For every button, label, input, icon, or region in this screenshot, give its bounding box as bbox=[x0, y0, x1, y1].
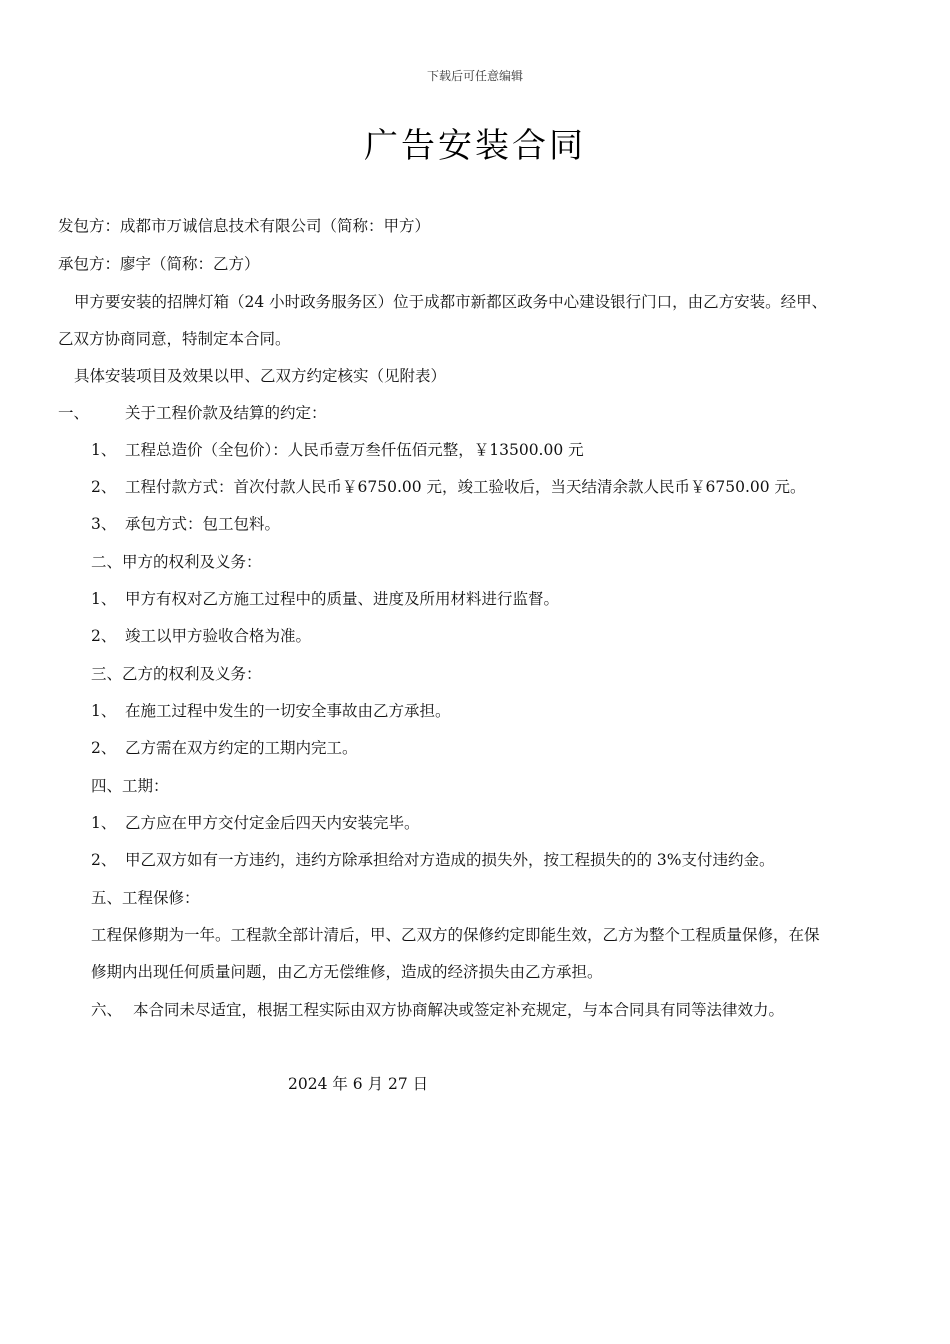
s3-item-1-text: 在施工过程中发生的一切安全事故由乙方承担。 bbox=[125, 702, 451, 720]
s3-item-2-text: 乙方需在双方约定的工期内完工。 bbox=[125, 739, 358, 757]
s4-item-2-text: 甲乙双方如有一方违约，违约方除承担给对方造成的损失外，按工程损失的的 3%支付违约金。 bbox=[125, 851, 775, 869]
s1-item-2-number: 2、 bbox=[91, 478, 117, 496]
party-b-line: 承包方：廖宇（简称：乙方） bbox=[58, 255, 260, 273]
s4-item-1-number: 1、 bbox=[91, 814, 117, 832]
s2-item-2-text: 竣工以甲方验收合格为准。 bbox=[125, 627, 312, 645]
section-6-text: 本合同未尽适宜，根据工程实际由双方协商解决或签定补充规定，与本合同具有同等法律效力。 bbox=[133, 1001, 785, 1019]
section-6-number: 六、 bbox=[91, 1001, 123, 1019]
section-4-heading: 四、工期： bbox=[91, 777, 169, 795]
s1-item-1-text: 工程总造价（全包价）：人民币壹万叁仟伍佰元整，￥13500.00 元 bbox=[125, 441, 584, 459]
s1-item-3-number: 3、 bbox=[91, 515, 117, 533]
party-a-line: 发包方：成都市万诚信息技术有限公司（简称：甲方） bbox=[58, 217, 431, 235]
intro-line-3: 具体安装项目及效果以甲、乙双方约定核实（见附表） bbox=[74, 367, 447, 385]
s1-item-2-text: 工程付款方式：首次付款人民币￥6750.00 元，竣工验收后，当天结清余款人民币￥6750.00 元。 bbox=[125, 478, 806, 496]
s1-item-3-text: 承包方式：包工包料。 bbox=[125, 515, 281, 533]
s3-item-1-number: 1、 bbox=[91, 702, 117, 720]
section-1-number: 一、 bbox=[58, 404, 90, 422]
s3-item-2-number: 2、 bbox=[91, 739, 117, 757]
section-1-heading: 关于工程价款及结算的约定： bbox=[125, 404, 327, 422]
section-5-heading: 五、工程保修： bbox=[91, 889, 200, 907]
s2-item-1-text: 甲方有权对乙方施工过程中的质量、进度及所用材料进行监督。 bbox=[125, 590, 560, 608]
s4-item-1-text: 乙方应在甲方交付定金后四天内安装完毕。 bbox=[125, 814, 420, 832]
s4-item-2-number: 2、 bbox=[91, 851, 117, 869]
s2-item-1-number: 1、 bbox=[91, 590, 117, 608]
s5-body-line-2: 修期内出现任何质量问题，由乙方无偿维修，造成的经济损失由乙方承担。 bbox=[91, 963, 603, 981]
intro-line-2: 乙双方协商同意，特制定本合同。 bbox=[58, 330, 291, 348]
section-2-heading: 二、甲方的权利及义务： bbox=[91, 553, 262, 571]
intro-line-1: 甲方要安装的招牌灯箱（24 小时政务服务区）位于成都市新都区政务中心建设银行门口，由乙方安装。经甲、 bbox=[74, 293, 828, 311]
s1-item-1-number: 1、 bbox=[91, 441, 117, 459]
s2-item-2-number: 2、 bbox=[91, 627, 117, 645]
page-header: 下载后可任意编辑 bbox=[426, 69, 523, 83]
s5-body-line-1: 工程保修期为一年。工程款全部计清后，甲、乙双方的保修约定即能生效，乙方为整个工程质量保修，在保 bbox=[91, 926, 820, 944]
section-3-heading: 三、乙方的权利及义务： bbox=[91, 665, 262, 683]
signing-date: 2024 年 6 月 27 日 bbox=[288, 1075, 429, 1093]
contract-title: 广告安装合同 bbox=[364, 126, 586, 166]
